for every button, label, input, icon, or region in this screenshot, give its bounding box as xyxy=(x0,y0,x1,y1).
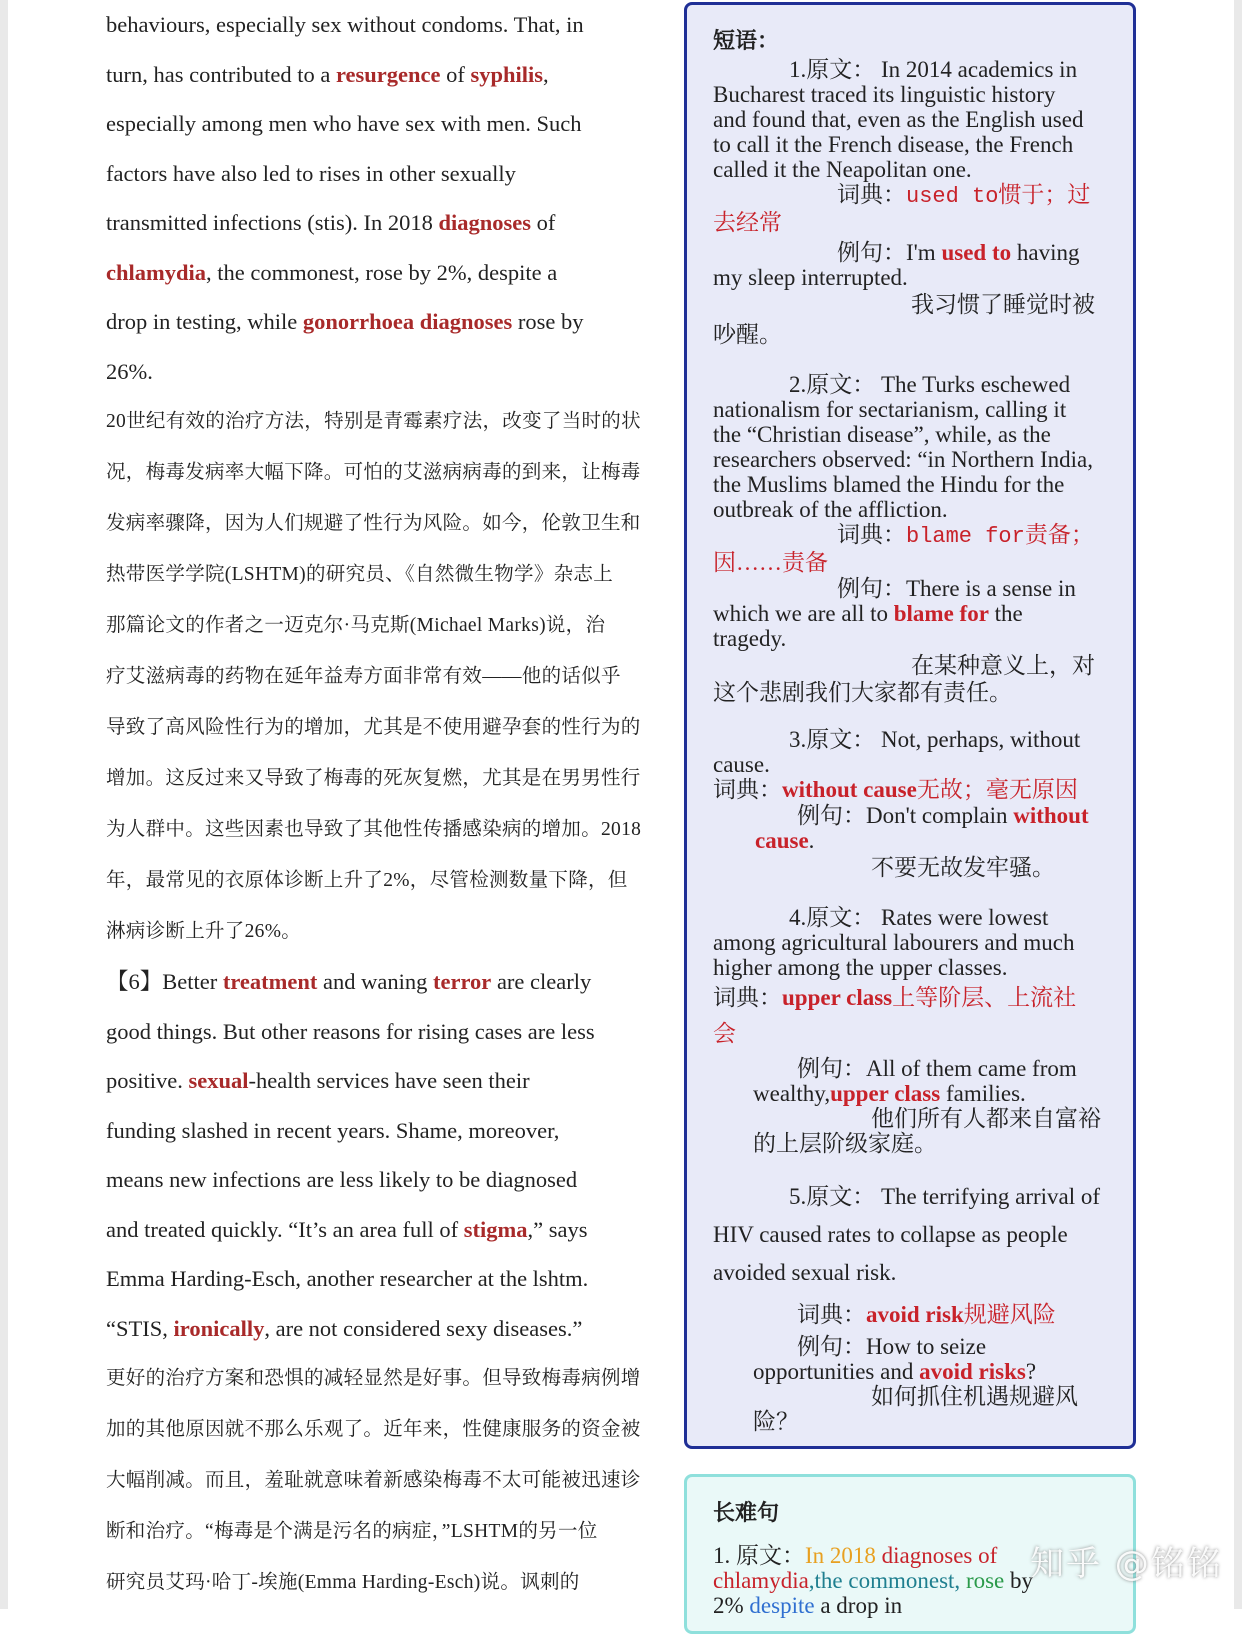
paragraph-6-english xyxy=(106,957,654,1353)
text-span: How to seize xyxy=(866,1334,987,1359)
text-line: 断和治疗。“梅毒是个满是污名的病症，”LSHTM的另一位 xyxy=(106,1521,598,1542)
appositive-phrase: ,the commonest, xyxy=(808,1568,966,1593)
text-span: Rates were lowest xyxy=(881,905,1049,930)
text-line: means new infections are less likely to be diagnosed xyxy=(106,1167,578,1192)
keyword-ironically: ironically xyxy=(173,1315,265,1341)
text-span: Don't complain xyxy=(866,803,1014,828)
vocabulary-box xyxy=(684,2,1136,1449)
text-span: wealthy, xyxy=(753,1081,831,1106)
text-span: and waning xyxy=(317,969,434,994)
dict-definition-cont: 因……责备 xyxy=(713,550,828,575)
text-span: . xyxy=(808,828,815,853)
zhihu-watermark: 知乎 @铭铭 xyxy=(1030,1544,1223,1584)
example-label: 例句： xyxy=(837,240,906,265)
text-line: funding slashed in recent years. Shame, moreover, xyxy=(106,1117,560,1143)
example-label: 例句： xyxy=(797,1334,866,1359)
text-line xyxy=(106,50,654,100)
original-label: 1.原文： xyxy=(789,57,876,82)
dict-definition: 规避风险 xyxy=(963,1302,1056,1327)
paragraph-6-chinese xyxy=(106,1353,654,1608)
text-span: the xyxy=(988,601,1023,626)
original-line: avoided sexual risk. xyxy=(713,1260,897,1285)
text-line: 发病率骤降，因为人们规避了性行为风险。如今，伦敦卫生和 xyxy=(106,513,641,534)
dict-definition: 上等阶层、上流社 xyxy=(892,985,1077,1010)
vocab-item-5 xyxy=(713,1178,1109,1434)
original-line: to call it the French disease, the French xyxy=(713,132,1074,157)
keyword-diagnoses: diagnoses xyxy=(438,210,531,235)
original-line xyxy=(713,57,1109,82)
text-line: good things. But other reasons for rising cases are less xyxy=(106,1018,595,1044)
text-span: 如何抓住机遇规避风 xyxy=(871,1384,1078,1409)
vocab-item-1 xyxy=(713,57,1109,350)
text-line xyxy=(106,1056,654,1106)
dict-label: 词典： xyxy=(713,777,782,802)
text-line: 导致了高风险性行为的增加，尤其是不使用避孕套的性行为的 xyxy=(106,717,641,738)
example-translation: 吵醒。 xyxy=(713,322,782,347)
text-line: 为人群中。这些因素也导致了其他性传播感染病的增加。2018 xyxy=(106,819,642,840)
text-line: 淋病诊断上升了26%。 xyxy=(106,921,302,942)
original-line xyxy=(713,905,1109,930)
example-translation xyxy=(713,651,1109,681)
text-line: 况，梅毒发病率大幅下降。可怕的艾滋病病毒的到来，让梅毒 xyxy=(106,462,641,483)
example-keyword: avoid risks xyxy=(919,1359,1026,1384)
text-span: of xyxy=(530,210,556,235)
vocab-item-2 xyxy=(713,372,1109,705)
text-line: 更好的治疗方案和恐惧的减轻显然是好事。但导致梅毒病例增 xyxy=(106,1368,641,1389)
text-line: 研究员艾玛·哈丁-埃施(Emma Harding-Esch)说。讽刺的 xyxy=(106,1572,580,1593)
text-span: having xyxy=(1011,240,1080,265)
keyword-treatment: treatment xyxy=(222,969,318,994)
example-line xyxy=(713,1359,1109,1384)
keyword-gonorrhoea-diagnoses: gonorrhoea diagnoses xyxy=(302,309,513,334)
vocab-item-4 xyxy=(713,905,1109,1156)
text-line xyxy=(106,198,654,248)
example-keyword: upper class xyxy=(830,1081,941,1106)
example-keyword: cause xyxy=(755,828,809,853)
text-line: 加的其他原因就不那么乐观了。近年来，性健康服务的资金被 xyxy=(106,1419,641,1440)
text-span: ,” says xyxy=(527,1216,588,1242)
text-span: The terrifying arrival of xyxy=(881,1184,1101,1209)
original-line: among agricultural labourers and much xyxy=(713,930,1075,955)
dictionary-line xyxy=(713,777,1109,803)
example-translation xyxy=(713,853,1109,883)
original-line: and found that, even as the English used xyxy=(713,107,1084,132)
original-label: 1. 原文： xyxy=(713,1543,805,1568)
original-line: Bucharest traced its linguistic history xyxy=(713,82,1056,107)
original-line: nationalism for sectarianism, calling it xyxy=(713,397,1067,422)
text-span: ? xyxy=(1025,1359,1037,1384)
original-label: 3.原文： xyxy=(789,727,876,752)
text-span: I'm xyxy=(906,240,942,265)
text-span: Not, perhaps, without xyxy=(881,727,1081,752)
dictionary-line xyxy=(713,980,1109,1016)
text-span: turn, has contributed to a xyxy=(106,61,336,87)
text-span: families. xyxy=(940,1081,1026,1106)
sentence-line xyxy=(713,1593,1109,1618)
text-span: of xyxy=(440,61,471,87)
text-span: In 2014 academics in xyxy=(881,57,1078,82)
text-span: The Turks eschewed xyxy=(881,372,1071,397)
dict-term: avoid risk xyxy=(866,1302,964,1327)
paragraph-5-chinese xyxy=(106,396,654,957)
text-span: 不要无故发牢骚。 xyxy=(871,855,1055,880)
text-line xyxy=(106,1205,654,1255)
dictionary-line xyxy=(713,1300,1109,1330)
original-line: HIV caused rates to collapse as people xyxy=(713,1222,1068,1247)
dictionary-line xyxy=(713,182,1109,210)
example-translation: 这个悲剧我们大家都有责任。 xyxy=(713,680,1012,705)
text-span: a drop in xyxy=(814,1593,903,1618)
original-line xyxy=(713,372,1109,397)
example-line xyxy=(713,1334,1109,1359)
example-label: 例句： xyxy=(797,803,866,828)
text-span: , the commonest, rose by 2%, despite a xyxy=(206,259,558,285)
text-span: 2% xyxy=(713,1593,750,1618)
dict-label: 词典： xyxy=(837,182,906,207)
example-label: 例句： xyxy=(797,1056,866,1081)
dict-definition-cont: 去经常 xyxy=(713,210,782,235)
example-translation xyxy=(713,1384,1109,1409)
text-span: 【6】Better xyxy=(106,969,223,994)
original-line xyxy=(713,1178,1109,1216)
dict-term: upper class xyxy=(782,985,893,1010)
original-line xyxy=(713,727,1109,752)
original-line: researchers observed: “in Northern India, xyxy=(713,447,1093,472)
text-span: positive. xyxy=(106,1068,189,1093)
original-label: 5.原文： xyxy=(789,1184,876,1209)
subject-phrase: diagnoses of xyxy=(881,1543,998,1568)
text-span: 在某种意义上，对 xyxy=(911,653,1095,678)
text-line: 26%. xyxy=(106,358,153,384)
concession-phrase: despite xyxy=(749,1593,815,1618)
text-line: Emma Harding-Esch, another researcher at the lshtm. xyxy=(106,1266,589,1291)
example-keyword: without xyxy=(1013,803,1089,828)
long-sentence-title: 长难句 xyxy=(713,1501,780,1526)
keyword-terror: terror xyxy=(433,969,492,994)
text-line: 年，最常见的衣原体诊断上升了2%，尽管检测数量下降，但 xyxy=(106,870,628,891)
page-margin-left xyxy=(0,0,8,1609)
text-line: 疗艾滋病毒的药物在延年益寿方面非常有效——他的话似乎 xyxy=(106,666,621,687)
keyword-sexual: sexual xyxy=(188,1068,249,1093)
keyword-syphilis: syphilis xyxy=(470,61,544,87)
vocab-item-3 xyxy=(713,727,1109,883)
example-keyword: used to xyxy=(941,240,1012,265)
text-span: opportunities and xyxy=(753,1359,920,1384)
predicate-verb: rose xyxy=(965,1568,1005,1593)
adverbial-phrase: In 2018 xyxy=(805,1543,882,1568)
text-span: and treated quickly. “It’s an area full of xyxy=(106,1216,464,1242)
example-line xyxy=(713,240,1109,265)
text-span: All of them came from xyxy=(866,1056,1077,1081)
text-span: 我习惯了睡觉时被 xyxy=(911,292,1095,317)
original-label: 2.原文： xyxy=(789,372,876,397)
example-line xyxy=(713,576,1109,601)
example-keyword: blame for xyxy=(893,601,989,626)
text-line: behaviours, especially sex without condoms. That, in xyxy=(106,12,584,37)
example-line xyxy=(713,1056,1109,1081)
dict-definition-cont: 会 xyxy=(713,1021,736,1046)
example-translation: 险？ xyxy=(753,1409,799,1434)
page-margin-right xyxy=(1234,0,1242,1609)
text-line: 大幅削减。而且，羞耻就意味着新感染梅毒不太可能被迅速诊 xyxy=(106,1470,641,1491)
text-line: 增加。这反过来又导致了梅毒的死灰复燃，尤其是在男男性行 xyxy=(106,768,641,789)
text-span: 他们所有人都来自富裕 xyxy=(871,1106,1101,1131)
text-span: rose by xyxy=(512,309,584,334)
dict-label: 词典： xyxy=(797,1302,866,1327)
original-line: the Muslims blamed the Hindu for the xyxy=(713,472,1065,497)
text-span: by xyxy=(1004,1568,1034,1593)
text-span: are clearly xyxy=(491,969,592,994)
text-span: transmitted infections (stis). In 2018 xyxy=(106,210,439,235)
subject-noun: chlamydia xyxy=(713,1568,809,1593)
example-line xyxy=(713,1081,1109,1106)
example-line: tragedy. xyxy=(713,626,787,651)
original-line: higher among the upper classes. xyxy=(713,955,1008,980)
example-line xyxy=(713,803,1109,828)
text-span: -health services have seen their xyxy=(248,1068,530,1093)
original-line: the “Christian disease”, while, as the xyxy=(713,422,1051,447)
text-line xyxy=(106,248,654,298)
dict-term: used to xyxy=(906,184,999,209)
dict-definition: 惯于；过 xyxy=(998,182,1091,207)
text-span: drop in testing, while xyxy=(106,309,303,334)
text-line: 20世纪有效的治疗方法，特别是青霉素疗法，改变了当时的状 xyxy=(106,411,641,432)
dict-definition: 责备； xyxy=(1024,522,1094,547)
example-translation: 的上层阶级家庭。 xyxy=(753,1131,937,1156)
dict-definition: 无故；毫无原因 xyxy=(916,777,1078,802)
dict-label: 词典： xyxy=(713,985,782,1010)
keyword-chlamydia: chlamydia xyxy=(106,259,207,285)
vocab-title: 短语： xyxy=(713,29,780,54)
example-line xyxy=(713,828,1109,853)
text-line: especially among men who have sex with men. Such xyxy=(106,111,582,136)
text-line xyxy=(106,957,654,1007)
paragraph-5-english xyxy=(106,0,654,396)
example-line xyxy=(713,601,1109,626)
example-translation xyxy=(713,290,1109,320)
text-span: , xyxy=(543,61,549,87)
example-label: 例句： xyxy=(837,576,906,601)
dict-label: 词典： xyxy=(837,522,906,547)
original-line: cause. xyxy=(713,752,770,777)
original-label: 4.原文： xyxy=(789,905,876,930)
text-line xyxy=(106,1304,654,1354)
text-span: There is a sense in xyxy=(906,576,1076,601)
text-span: which we are all to xyxy=(713,601,894,626)
text-span: “STIS, xyxy=(106,1315,174,1341)
keyword-resurgence: resurgence xyxy=(335,61,441,87)
original-line: called it the Neapolitan one. xyxy=(713,157,972,182)
original-line: outbreak of the affliction. xyxy=(713,497,948,522)
dict-term: without cause xyxy=(782,777,917,802)
text-line: factors have also led to rises in other sexually xyxy=(106,160,516,186)
keyword-stigma: stigma xyxy=(463,1216,528,1242)
text-line xyxy=(106,297,654,347)
example-line: my sleep interrupted. xyxy=(713,265,908,290)
text-span: , are not considered sexy diseases.” xyxy=(264,1315,583,1341)
dictionary-line xyxy=(713,522,1109,550)
text-line: 那篇论文的作者之一迈克尔·马克斯(Michael Marks)说，治 xyxy=(106,615,606,636)
example-translation xyxy=(713,1106,1109,1131)
text-line: 热带医学学院(LSHTM)的研究员、《自然微生物学》杂志上 xyxy=(106,564,614,585)
dict-term: blame for xyxy=(906,524,1025,549)
article-column xyxy=(106,0,654,1608)
